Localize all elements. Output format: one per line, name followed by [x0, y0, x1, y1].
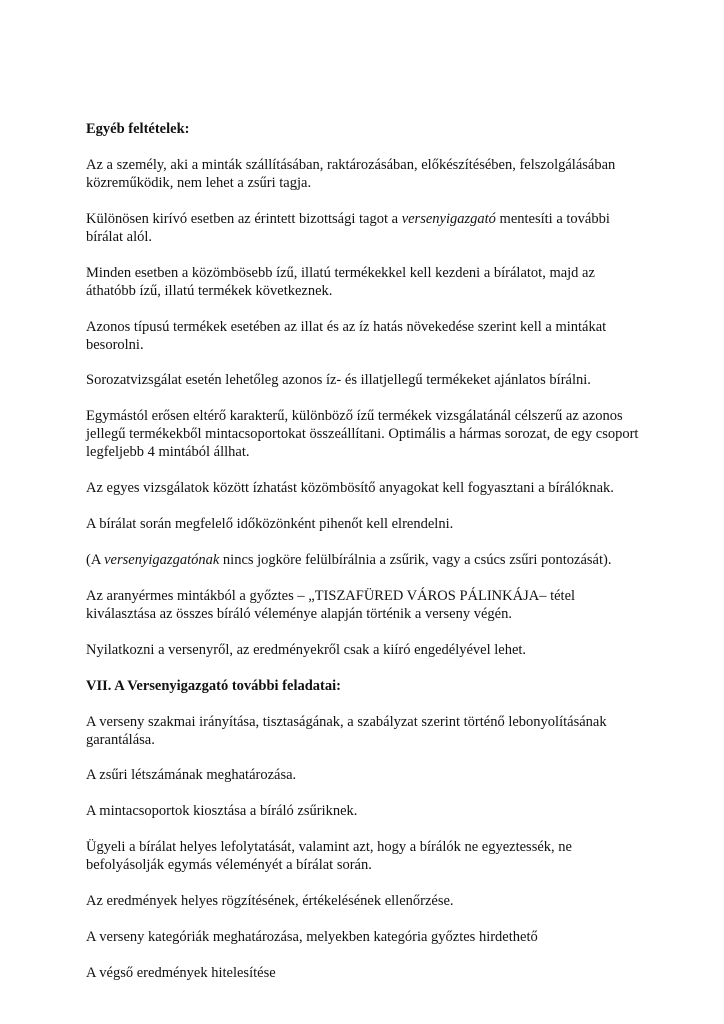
paragraph-text: nincs jogköre felülbírálnia a zsűrik, vagy a csúcs zsűri pontozását). — [219, 552, 612, 568]
section-heading-egyeb-feltetelek: Egyéb feltételek: — [86, 121, 190, 137]
paragraph-besorolas: Azonos típusú termékek esetében az illat és az íz hatás növekedése szerint kell a mintákat besorolni. — [86, 319, 607, 353]
paragraph-mintacsoportok: Egymástól erősen eltérő karakterű, különböző ízű termékek vizsgálatánál célszerű az azonos jellegű termékekből mintacsoportokat összeállítani. Optimális a hármas sorozat, de egy csoport legfeljebb 4 mintából állhat. — [86, 408, 639, 460]
paragraph-iranyitas: A verseny szakmai irányítása, tisztaságának, a szabályzat szerint történő lebonyolításának garantálása. — [86, 714, 607, 748]
paragraph-jogkor — [86, 551, 646, 569]
paragraph-letszam: A zsűri létszámának meghatározása. — [86, 767, 297, 783]
paragraph-nyilatkozat: Nyilatkozni a versenyről, az eredményekről csak a kiíró engedélyével lehet. — [86, 642, 527, 658]
emphasis-versenyigazgato: versenyigazgató — [401, 211, 496, 227]
paragraph-sorozatvizsgalat: Sorozatvizsgálat esetén lehetőleg azonos íz- és illatjellegű termékeket ajánlatos bírálni. — [86, 372, 591, 388]
paragraph-text: Különösen kirívó esetben az érintett bizottsági tagot a — [86, 211, 402, 227]
paragraph-hitelesites: A végső eredmények hitelesítése — [86, 965, 276, 981]
paragraph-text: (A — [86, 552, 105, 568]
paragraph-izhatas: Az egyes vizsgálatok között ízhatást közömbösítő anyagokat kell fogyasztani a bírálóknak. — [86, 480, 614, 496]
paragraph-text: mentesíti a további bírálat alól. — [86, 211, 610, 245]
paragraph-ellenorzes: Az eredmények helyes rögzítésének, értékelésének ellenőrzése. — [86, 893, 454, 909]
paragraph-lefolytatas: Ügyeli a bírálat helyes lefolytatását, valamint azt, hogy a bírálók ne egyeztessék, ne befolyásolják egymás véleményét a bírálat során. — [86, 839, 572, 873]
section-heading-vii: VII. A Versenyigazgató további feladatai: — [86, 678, 341, 694]
paragraph-mentesites — [86, 210, 646, 246]
emphasis-versenyigazgatonak: versenyigazgatónak — [104, 552, 220, 568]
paragraph-kiosztas: A mintacsoportok kiosztása a bíráló zsűriknek. — [86, 803, 358, 819]
paragraph-piheno: A bírálat során megfelelő időközönként pihenőt kell elrendelni. — [86, 516, 454, 532]
paragraph-gyoztes: Az aranyérmes mintákból a győztes – „TISZAFÜRED VÁROS PÁLINKÁJA– tétel kiválasztása az összes bíráló véleménye alapján történik a verseny végén. — [86, 588, 576, 622]
paragraph-zsuri-tagsag: Az a személy, aki a minták szállításában, raktározásában, előkészítésében, felszolgálásában közreműködik, nem lehet a zsűri tagja. — [86, 157, 616, 191]
paragraph-biralat-sorrend: Minden esetben a közömbösebb ízű, illatú termékekkel kell kezdeni a bírálatot, majd az áthatóbb ízű, illatú termékek következnek. — [86, 265, 595, 299]
paragraph-kategoriak: A verseny kategóriák meghatározása, melyekben kategória győztes hirdethető — [86, 929, 538, 945]
